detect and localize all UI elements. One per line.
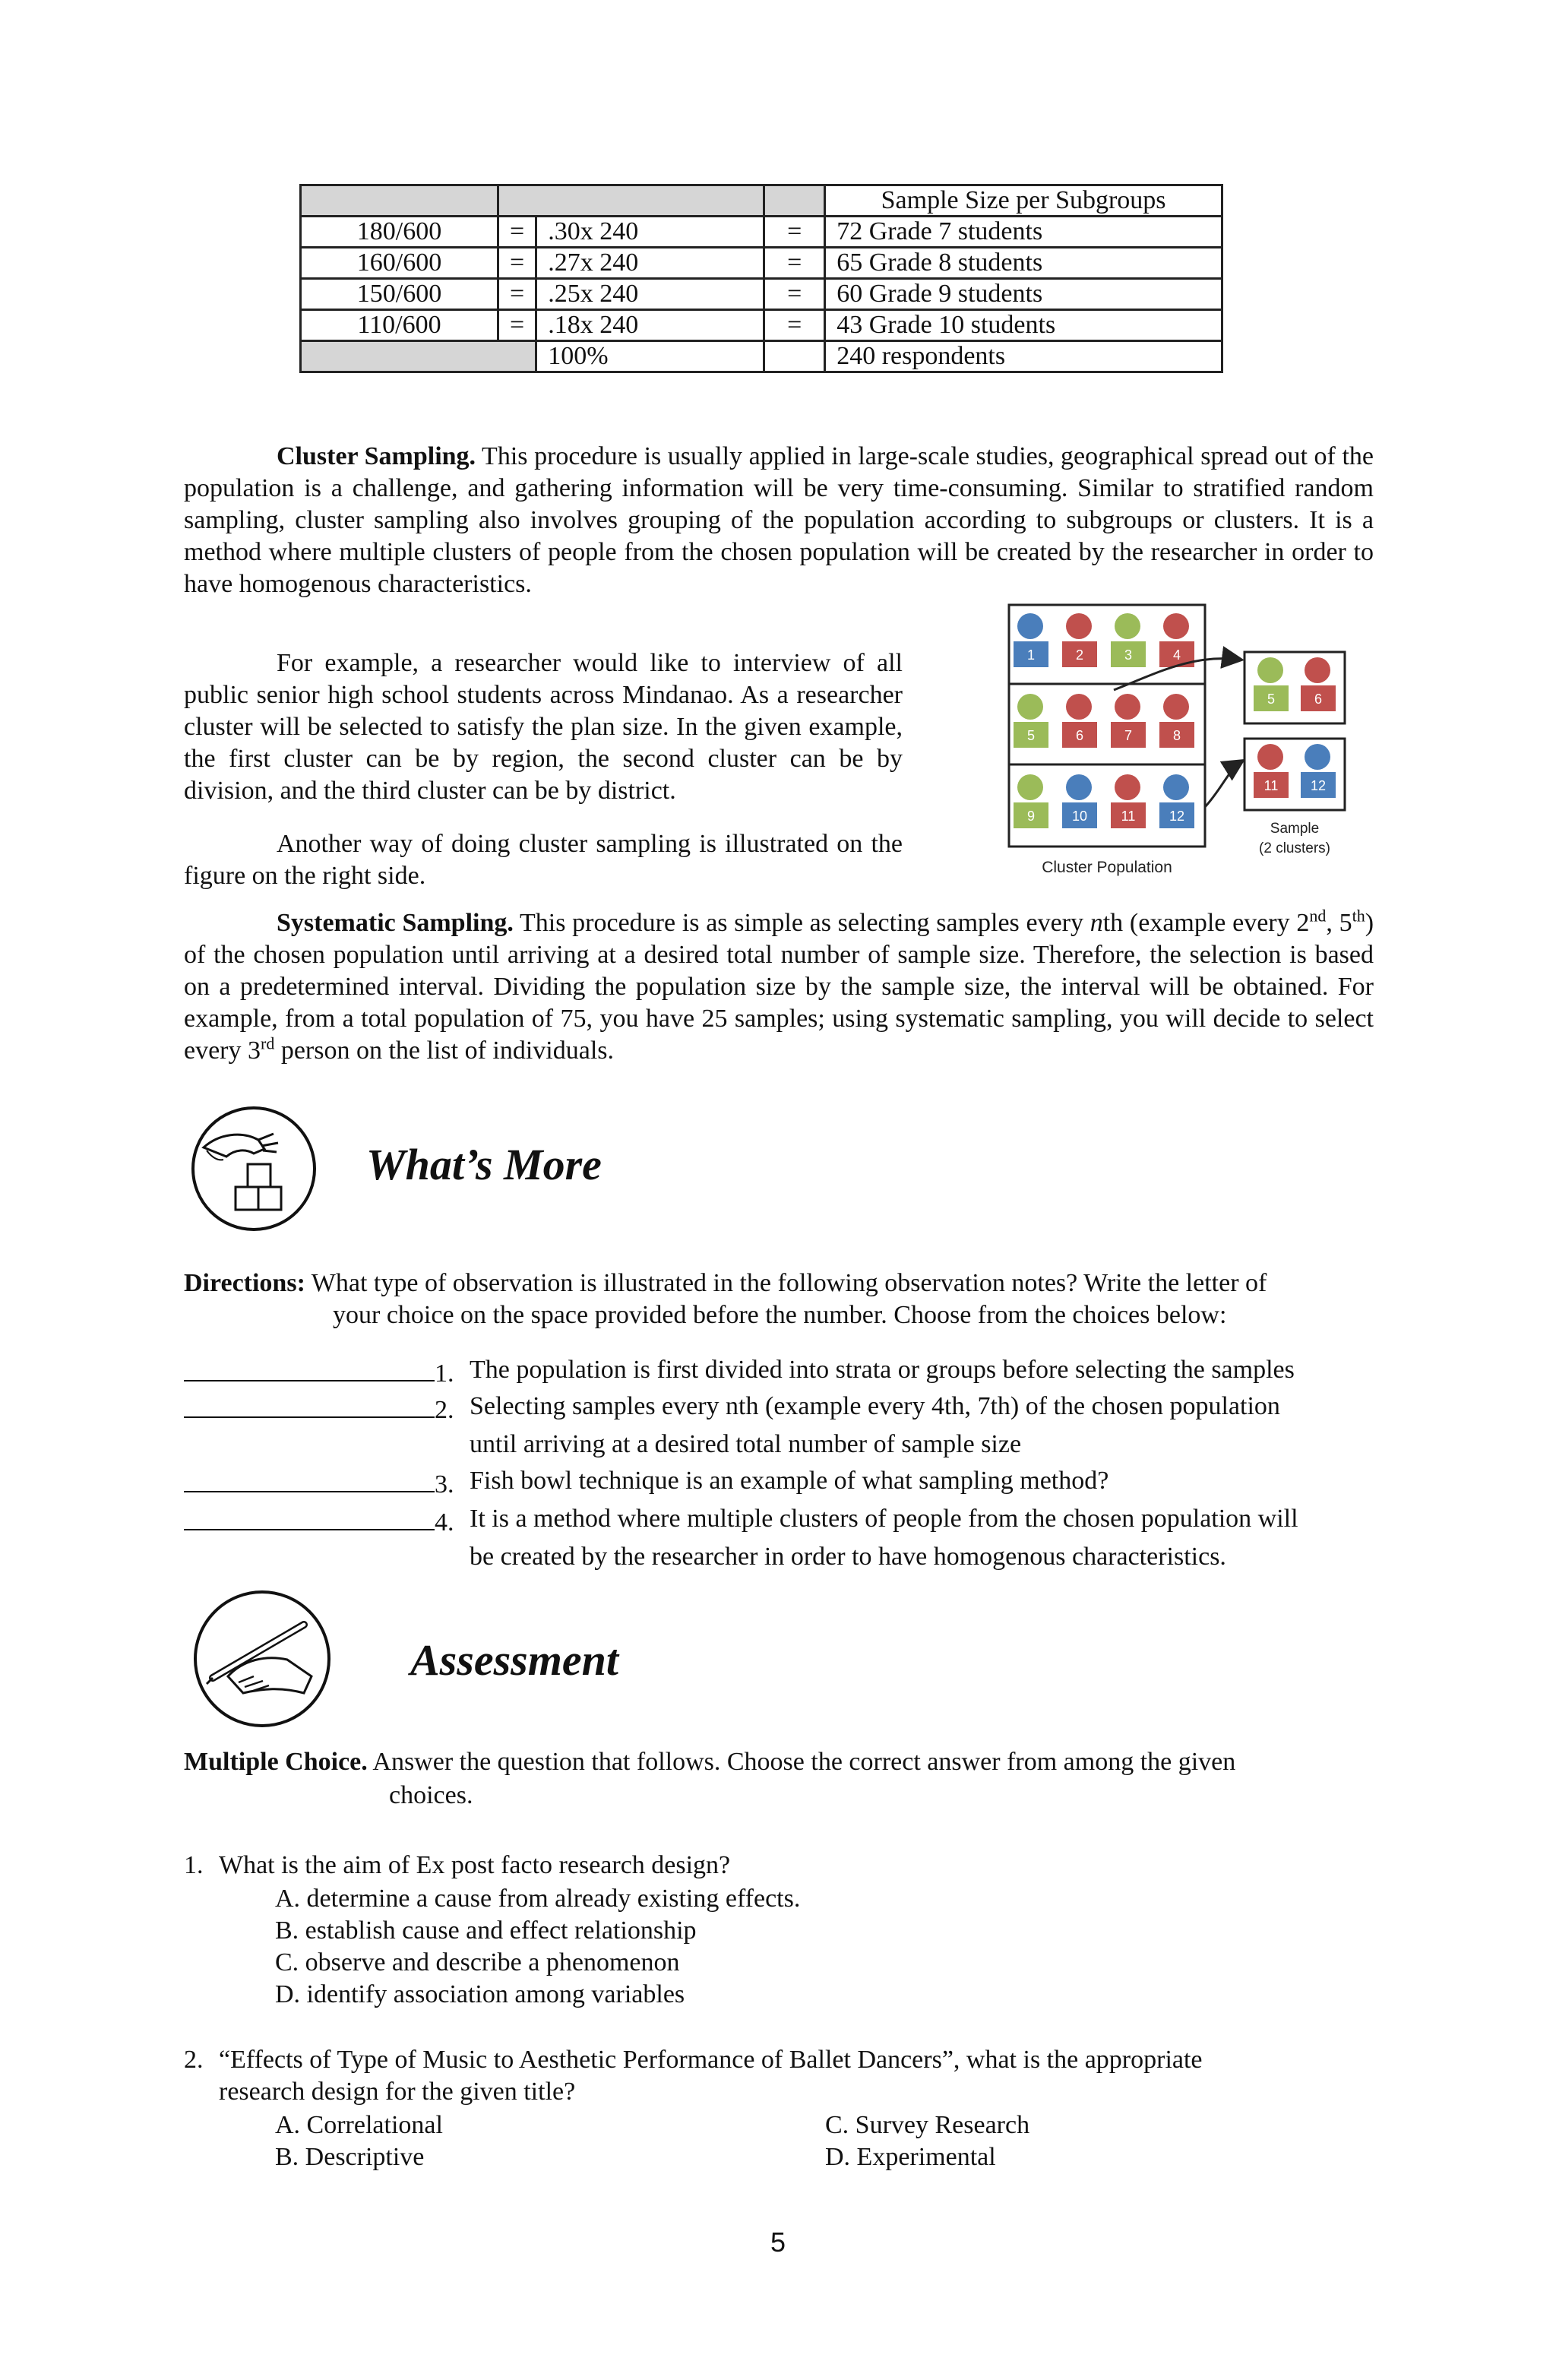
systematic-sampling-paragraph: Systematic Sampling. This procedure is as simple as selecting samples every nth (example every 2nd, 5th) of the chosen population until arriving at a desired total number of sample size. Therefore, the selection is based on a predetermined interval. Dividing the population size by the sample size, the interval will be obtained. For example, from a total population of 75, you have 25 samples; using systematic sampling, you will decide to select every 3rd person on the list of individuals. xyxy=(184,906,1374,1065)
total-percent-cell: 100% xyxy=(536,341,764,372)
table-header-row xyxy=(301,185,1222,217)
person-marker xyxy=(1254,744,1289,798)
person-marker xyxy=(1062,774,1097,828)
table-row xyxy=(301,217,1222,248)
equals-cell: = xyxy=(764,217,825,248)
item-text: Fish bowl technique is an example of what sampling method? xyxy=(470,1467,1109,1495)
list-item: 1. xyxy=(184,1354,1399,1390)
directions xyxy=(184,1268,1399,1299)
person-marker xyxy=(1111,694,1146,748)
calc-cell: .30x 240 xyxy=(536,217,764,248)
question-text: What is the aim of Ex post facto research design? xyxy=(219,1851,731,1879)
directions-label: Directions: xyxy=(184,1269,305,1297)
svg-text:4: 4 xyxy=(1172,647,1181,663)
item-text: The population is first divided into strata or groups before selecting the samples xyxy=(470,1356,1295,1384)
person-marker xyxy=(1301,744,1336,798)
calc-cell: .25x 240 xyxy=(536,279,764,310)
person-marker xyxy=(1159,613,1194,667)
svg-text:11: 11 xyxy=(1121,809,1136,824)
calc-cell: .18x 240 xyxy=(536,310,764,341)
sample-size-table xyxy=(299,184,1223,373)
answer-choice[interactable]: C. Survey Research xyxy=(825,2111,1030,2139)
result-cell: 43 Grade 10 students xyxy=(825,310,1222,341)
question-number: 1. xyxy=(184,1851,204,1879)
cluster-sampling-title: Cluster Sampling. xyxy=(277,442,476,470)
question-number: 2. xyxy=(184,2046,204,2074)
calc-cell: .27x 240 xyxy=(536,248,764,279)
population-cells xyxy=(1014,613,1194,828)
result-cell: 60 Grade 9 students xyxy=(825,279,1222,310)
svg-text:10: 10 xyxy=(1071,809,1088,824)
item-text: Selecting samples every nth (example every 4th, 7th) of the chosen population xyxy=(470,1392,1280,1420)
equals-cell: = xyxy=(498,217,536,248)
table-row xyxy=(301,310,1222,341)
cluster-another-paragraph: Another way of doing cluster sampling is illustrated on the figure on the right side. xyxy=(184,830,903,890)
ratio-cell: 160/600 xyxy=(301,248,498,279)
table-row xyxy=(301,248,1222,279)
population-label: Cluster Population xyxy=(1042,859,1172,876)
result-cell: 72 Grade 7 students xyxy=(825,217,1222,248)
equals-cell: = xyxy=(498,279,536,310)
answer-choice[interactable]: D. identify association among variables xyxy=(275,1980,685,2008)
directions-continued: your choice on the space provided before the number. Choose from the choices below: xyxy=(333,1301,1227,1329)
item-text-continued: until arriving at a desired total number of sample size xyxy=(470,1430,1022,1458)
mc-text: Answer the question that follows. Choose the correct answer from among the given xyxy=(372,1748,1236,1776)
person-marker xyxy=(1014,613,1048,667)
svg-text:1: 1 xyxy=(1026,647,1036,663)
writing-hand-icon xyxy=(190,1587,334,1731)
svg-text:9: 9 xyxy=(1026,809,1036,824)
person-marker xyxy=(1062,613,1097,667)
answer-blank[interactable] xyxy=(184,1503,435,1530)
total-respondents-cell: 240 respondents xyxy=(825,341,1222,372)
answer-blank[interactable] xyxy=(184,1465,435,1492)
answer-blank[interactable] xyxy=(184,1354,435,1381)
sample-cells xyxy=(1254,657,1336,798)
assessment-heading: Assessment xyxy=(410,1635,618,1685)
list-item: 3. xyxy=(184,1465,1399,1501)
svg-text:3: 3 xyxy=(1124,647,1133,663)
answer-choice[interactable]: A. Correlational xyxy=(275,2111,443,2139)
sample-label: Sample xyxy=(1270,821,1320,837)
equals-cell: = xyxy=(498,310,536,341)
mc-text-continued: choices. xyxy=(389,1781,473,1809)
ratio-cell: 110/600 xyxy=(301,310,498,341)
mc-label: Multiple Choice. xyxy=(184,1748,368,1776)
whats-more-heading: What’s More xyxy=(366,1140,602,1189)
result-cell: 65 Grade 8 students xyxy=(825,248,1222,279)
list-item: 4. xyxy=(184,1503,1399,1539)
equals-cell: = xyxy=(498,248,536,279)
table-header: Sample Size per Subgroups xyxy=(825,185,1222,217)
directions-text: What type of observation is illustrated in the following observation notes? Write the letter of xyxy=(311,1269,1267,1297)
cluster-sampling-figure xyxy=(1001,600,1358,889)
cluster-sampling-paragraph xyxy=(184,441,1374,600)
question-text-continued: research design for the given title? xyxy=(219,2078,576,2106)
answer-choice[interactable]: C. observe and describe a phenomenon xyxy=(275,1948,680,1976)
person-marker xyxy=(1159,774,1194,828)
person-marker xyxy=(1014,774,1048,828)
person-marker xyxy=(1014,694,1048,748)
page-number: 5 xyxy=(770,2227,786,2258)
item-text-continued: be created by the researcher in order to have homogenous characteristics. xyxy=(470,1543,1226,1571)
table-total-row xyxy=(301,341,1222,372)
sample-sublabel: (2 clusters) xyxy=(1259,840,1330,856)
building-blocks-icon xyxy=(188,1103,319,1234)
svg-text:7: 7 xyxy=(1124,728,1133,743)
svg-text:12: 12 xyxy=(1169,809,1185,824)
ratio-cell: 180/600 xyxy=(301,217,498,248)
person-marker xyxy=(1159,694,1194,748)
answer-blank[interactable] xyxy=(184,1391,435,1418)
answer-choice[interactable]: B. Descriptive xyxy=(275,2143,425,2171)
mc-instructions xyxy=(184,1746,1399,1778)
item-text: It is a method where multiple clusters of people from the chosen population will xyxy=(470,1505,1298,1533)
cluster-sampling-body: This procedure is usually applied in large-scale studies, geographical spread out of the population is a challenge, and gathering information will be very time-consuming. Similar to stratified random sampling, cluster sampling also involves grouping of the population according to subgroups or clusters. It is a method where multiple clusters of people from the chosen population will be created by the researcher in order to have homogenous characteristics. xyxy=(184,442,1374,598)
equals-cell: = xyxy=(764,310,825,341)
equals-cell: = xyxy=(764,279,825,310)
svg-text:6: 6 xyxy=(1314,692,1323,707)
person-marker xyxy=(1111,613,1146,667)
svg-text:12: 12 xyxy=(1310,778,1327,793)
table-row xyxy=(301,279,1222,310)
list-item: 2. xyxy=(184,1391,1399,1426)
svg-text:5: 5 xyxy=(1267,692,1276,707)
answer-choice[interactable]: B. establish cause and effect relationship xyxy=(275,1916,697,1945)
cluster-example-paragraph: For example, a researcher would like to interview of all public senior high school students across Mindanao. As a researcher cluster will be selected to satisfy the plan size. In the given example, the first cluster can be by region, the second cluster can be by division, and the third cluster can be by district. xyxy=(184,649,903,805)
svg-text:8: 8 xyxy=(1172,728,1181,743)
svg-text:6: 6 xyxy=(1075,728,1084,743)
person-marker xyxy=(1111,774,1146,828)
person-marker xyxy=(1062,694,1097,748)
answer-choice[interactable]: A. determine a cause from already existing effects. xyxy=(275,1885,801,1913)
equals-cell: = xyxy=(764,248,825,279)
person-marker xyxy=(1254,657,1289,711)
systematic-sampling-title: Systematic Sampling. xyxy=(277,909,514,937)
person-marker xyxy=(1301,657,1336,711)
question-text: “Effects of Type of Music to Aesthetic Performance of Ballet Dancers”, what is the appropriate xyxy=(219,2046,1203,2074)
svg-text:5: 5 xyxy=(1026,728,1036,743)
ratio-cell: 150/600 xyxy=(301,279,498,310)
selection-arrow xyxy=(1205,761,1241,807)
svg-text:2: 2 xyxy=(1075,647,1084,663)
svg-text:11: 11 xyxy=(1263,778,1279,793)
answer-choice[interactable]: D. Experimental xyxy=(825,2143,996,2171)
